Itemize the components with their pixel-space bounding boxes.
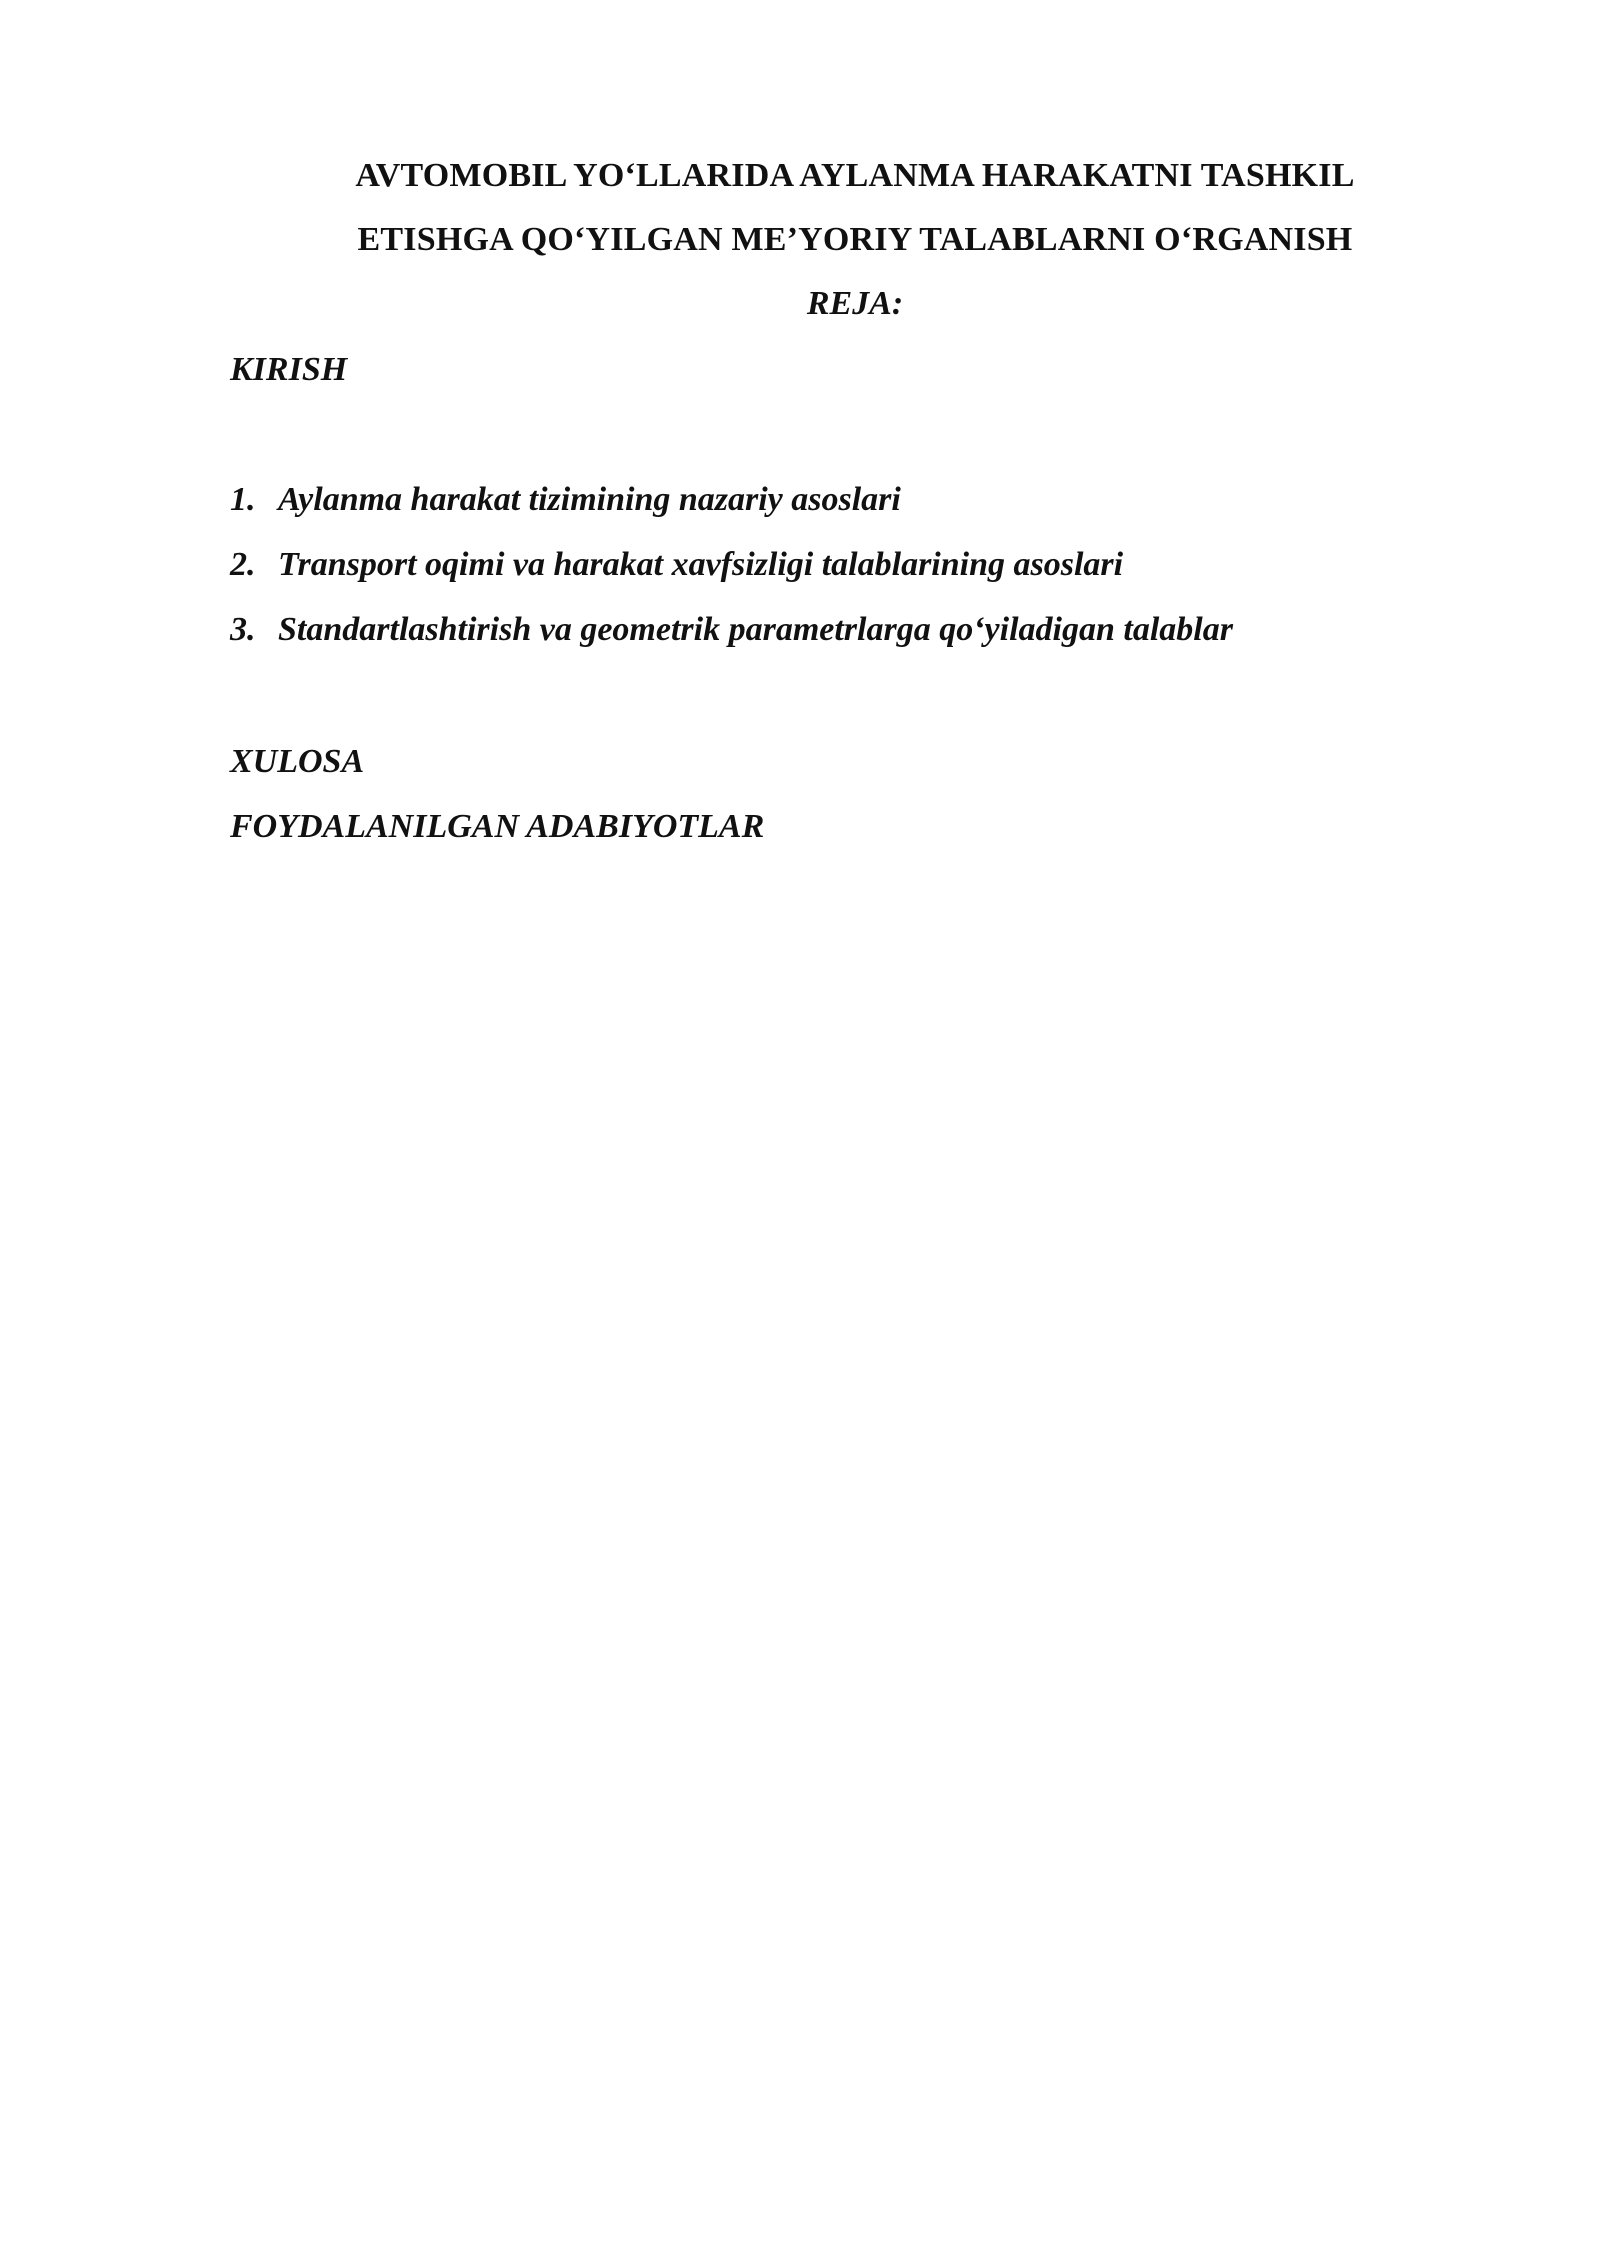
document-title-line-2: ETISHGA QO‘YILGAN ME’YORIY TALABLARNI O‘RGANISH	[357, 221, 1353, 258]
plan-item-number: 1.	[230, 481, 256, 518]
document-title-line-1: AVTOMOBIL YO‘LLARIDA AYLANMA HARAKATNI TASHKIL	[355, 157, 1355, 194]
plan-item-text: Aylanma harakat tizimining nazariy asoslari	[278, 481, 901, 518]
section-conclusion: XULOSA	[230, 743, 365, 780]
plan-item-text: Standartlashtirish va geometrik parametrlarga qo‘yiladigan talablar	[278, 611, 1233, 648]
plan-heading: REJA:	[806, 285, 904, 322]
plan-item-2	[230, 545, 1233, 610]
plan-item-text: Transport oqimi va harakat xavfsizligi talablarining asoslari	[278, 546, 1124, 583]
plan-item-number: 2.	[230, 546, 256, 583]
section-intro: KIRISH	[230, 351, 348, 388]
plan-item-1	[230, 480, 1233, 545]
plan-item-3	[230, 610, 1233, 675]
plan-list	[230, 480, 1233, 675]
plan-item-number: 3.	[230, 611, 256, 648]
section-references: FOYDALANILGAN ADABIYOTLAR	[230, 808, 765, 845]
